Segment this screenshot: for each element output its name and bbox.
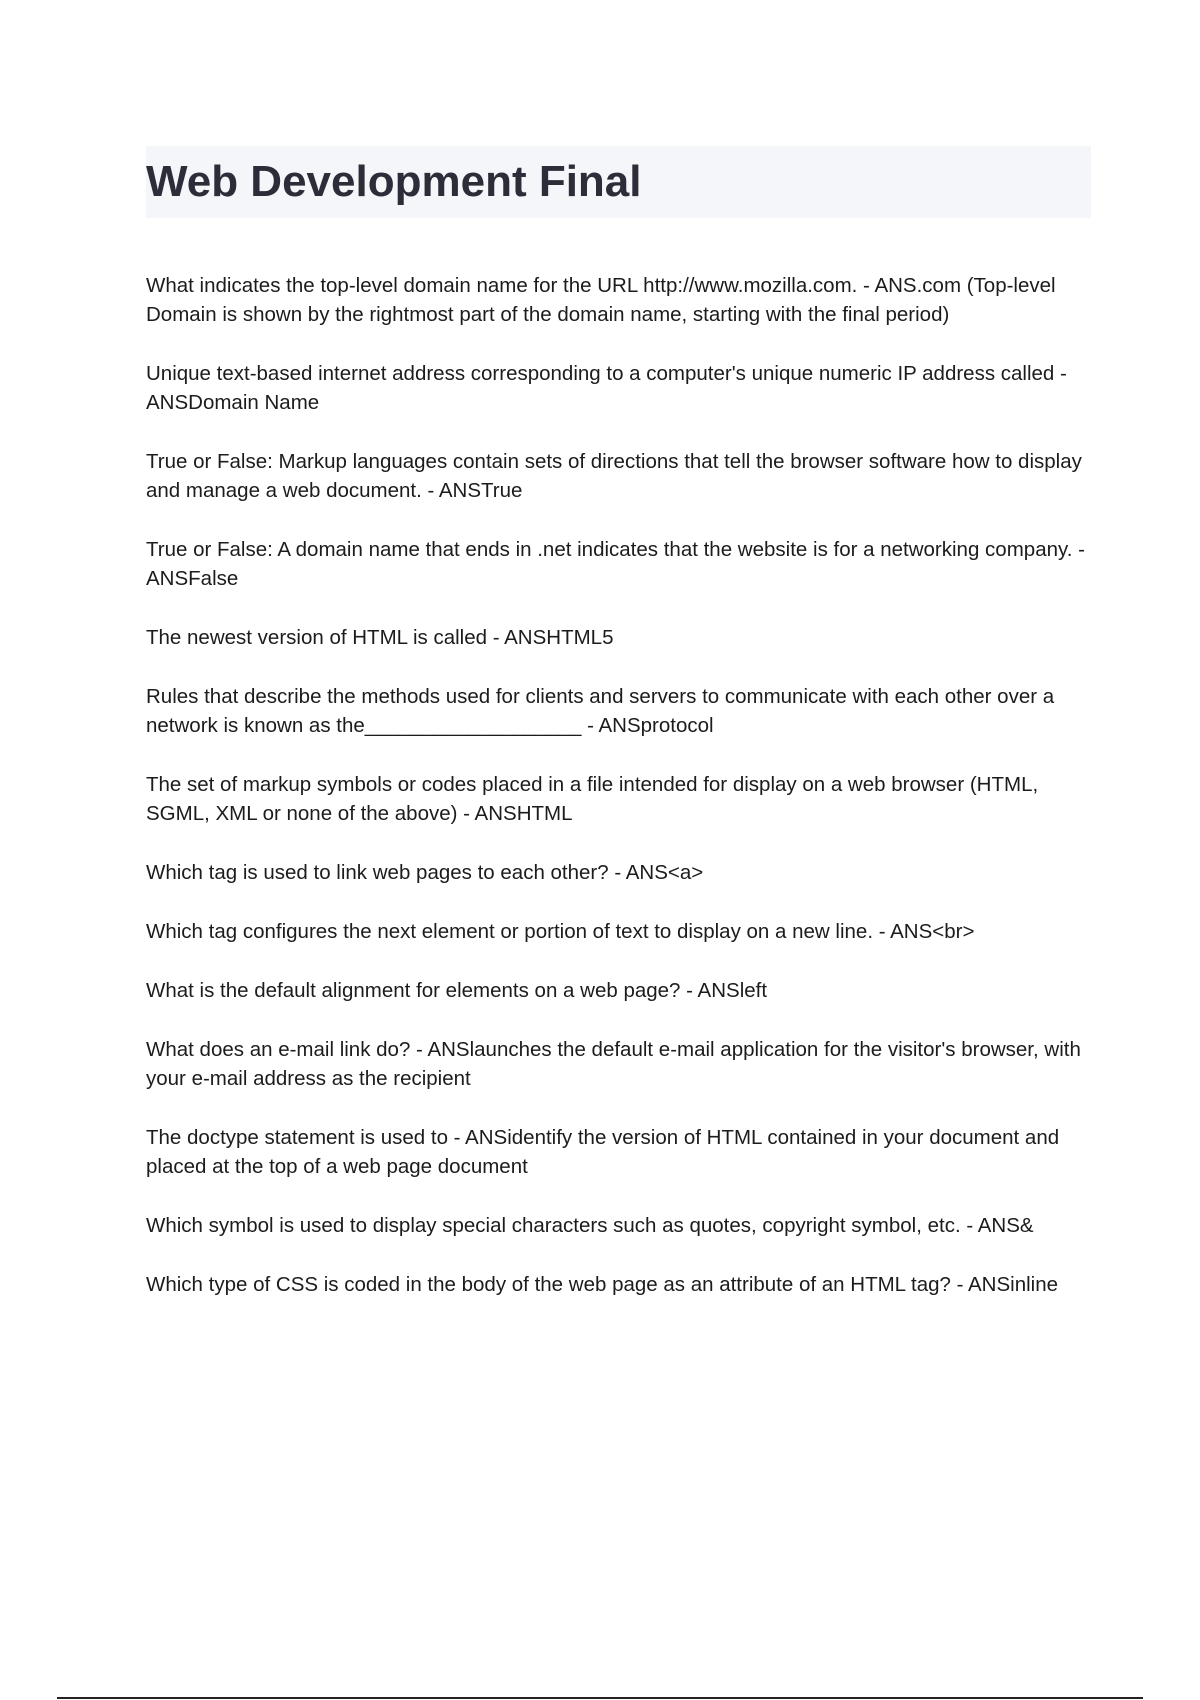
title-band <box>146 146 1091 218</box>
qa-item: True or False: A domain name that ends in .net indicates that the website is for a networking company. - ANSFalse <box>146 538 1085 590</box>
qa-item: What does an e-mail link do? - ANSlaunches the default e-mail application for the visitor's browser, with your e-mail address as the recipient <box>146 1038 1081 1090</box>
qa-item: Which tag configures the next element or portion of text to display on a new line. - ANS<br> <box>146 920 975 943</box>
qa-item: The set of markup symbols or codes placed in a file intended for display on a web browser (HTML, SGML, XML or none of the above) - ANSHTML <box>146 773 1039 825</box>
document-page <box>146 146 1091 1329</box>
qa-item: Rules that describe the methods used for clients and servers to communicate with each other over a network is known as the___________________ - ANSprotocol <box>146 685 1055 737</box>
qa-item: The newest version of HTML is called - ANSHTML5 <box>146 626 614 649</box>
qa-item: Which tag is used to link web pages to each other? - ANS<a> <box>146 861 704 884</box>
qa-item: The doctype statement is used to - ANSidentify the version of HTML contained in your document and placed at the top of a web page document <box>146 1126 1060 1178</box>
footer-divider <box>57 1697 1143 1699</box>
qa-item: What is the default alignment for elements on a web page? - ANSleft <box>146 979 768 1002</box>
qa-list <box>146 271 1091 1299</box>
qa-item: True or False: Markup languages contain sets of directions that tell the browser software how to display and manage a web document. - ANSTrue <box>146 450 1082 502</box>
qa-item: Which type of CSS is coded in the body of the web page as an attribute of an HTML tag? - ANSinline <box>146 1273 1059 1296</box>
qa-item: What indicates the top-level domain name for the URL http://www.mozilla.com. - ANS.com (Top-level Domain is shown by the rightmost part of the domain name, starting with the final period) <box>146 274 1056 326</box>
page-title: Web Development Final <box>146 157 642 206</box>
qa-item: Unique text-based internet address corresponding to a computer's unique numeric IP address called - ANSDomain Name <box>146 362 1067 414</box>
qa-item: Which symbol is used to display special characters such as quotes, copyright symbol, etc. - ANS& <box>146 1214 1034 1237</box>
